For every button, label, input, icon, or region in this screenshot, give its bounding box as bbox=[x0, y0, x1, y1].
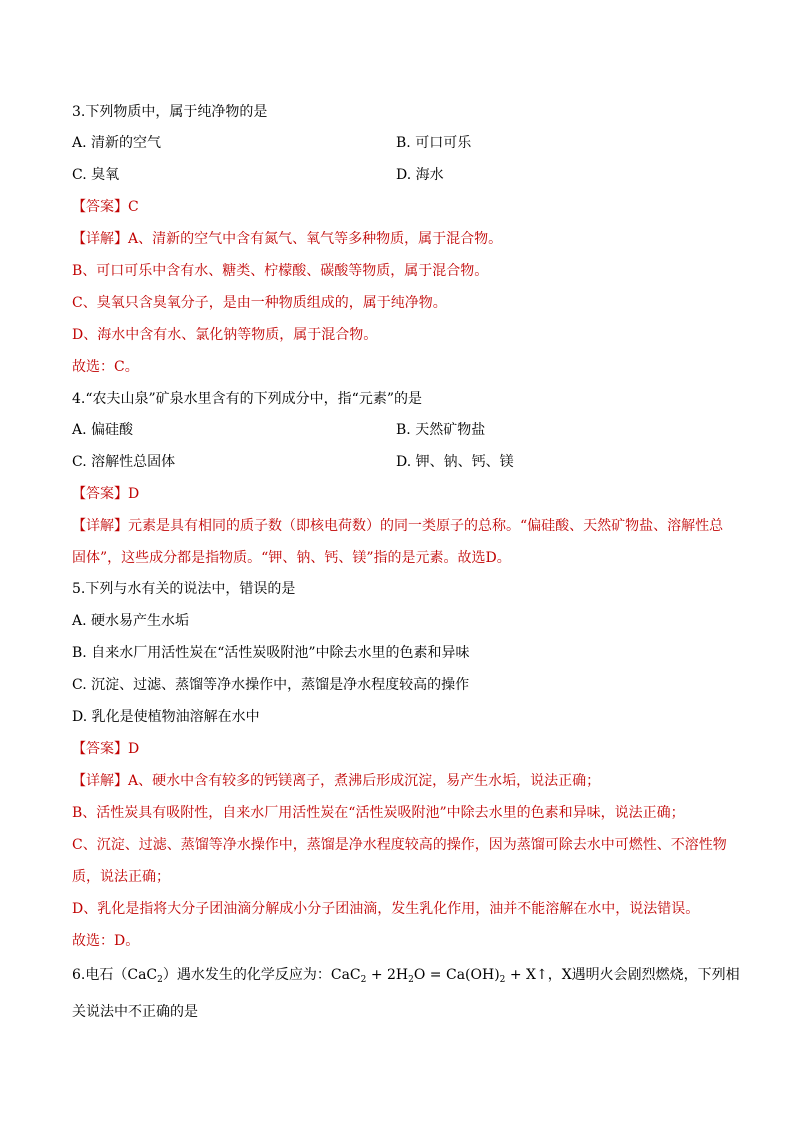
chemical-equation bbox=[331, 967, 548, 983]
q3-detail-4: D、海水中含有水、氯化钠等物质，属于混合物。 bbox=[72, 327, 378, 343]
q4-option-c: C. 溶解性总固体 bbox=[72, 454, 176, 470]
q6-stem-sub: 2 bbox=[157, 975, 163, 985]
answer-label: 【答案】 bbox=[72, 741, 128, 757]
eq-part: CaC bbox=[330, 967, 361, 983]
q4-option-d: D. 钾、钠、钙、镁 bbox=[396, 454, 514, 470]
q6-stem-suffix: ，X遇明火会剧烈燃烧，下列相 bbox=[547, 967, 740, 983]
q3-answer bbox=[72, 198, 139, 216]
q4-option-a: A. 偏硅酸 bbox=[72, 422, 134, 438]
eq-sub: 2 bbox=[360, 975, 367, 985]
q4-stem: 4.“农夫山泉”矿泉水里含有的下列成分中，指“元素”的是 bbox=[72, 391, 422, 407]
q3-option-c: C. 臭氧 bbox=[72, 167, 120, 183]
q3-option-a: A. 清新的空气 bbox=[72, 135, 162, 151]
eq-part: O = Ca(OH) bbox=[413, 967, 500, 983]
q3-option-b: B. 可口可乐 bbox=[396, 135, 472, 151]
q4-answer bbox=[72, 485, 139, 503]
q5-option-a: A. 硬水易产生水垢 bbox=[72, 613, 190, 629]
answer-value: D bbox=[128, 486, 140, 502]
q3-detail-3: C、臭氧只含臭氧分子，是由一种物质组成的，属于纯净物。 bbox=[72, 295, 447, 311]
answer-value: C bbox=[128, 199, 139, 215]
eq-part: + X↑ bbox=[505, 967, 548, 983]
q4-detail-1 bbox=[72, 517, 723, 535]
q5-detail-2: B、活性炭具有吸附性，自来水厂用活性炭在“活性炭吸附池”中除去水里的色素和异味，说法正确； bbox=[72, 805, 685, 821]
q5-answer bbox=[72, 740, 139, 758]
answer-label: 【答案】 bbox=[72, 199, 128, 215]
q3-detail-1 bbox=[72, 230, 502, 248]
q5-option-c: C. 沉淀、过滤、蒸馏等净水操作中，蒸馏是净水程度较高的操作 bbox=[72, 677, 470, 693]
detail-label: 【详解】 bbox=[72, 231, 128, 247]
q5-option-b: B. 自来水厂用活性炭在“活性炭吸附池”中除去水里的色素和异味 bbox=[72, 645, 470, 661]
q5-stem: 5.下列与水有关的说法中，错误的是 bbox=[72, 581, 296, 597]
q4-option-b: B. 天然矿物盐 bbox=[396, 422, 486, 438]
q5-detail-4: 质，说法正确； bbox=[72, 869, 170, 885]
detail-text: A、清新的空气中含有氮气、氧气等多种物质，属于混合物。 bbox=[128, 231, 503, 247]
q3-option-d: D. 海水 bbox=[396, 167, 444, 183]
detail-label: 【详解】 bbox=[72, 518, 128, 534]
q5-detail-1 bbox=[72, 772, 600, 790]
detail-text: A、硬水中含有较多的钙镁离子，煮沸后形成沉淀，易产生水垢，说法正确； bbox=[128, 773, 601, 789]
detail-label: 【详解】 bbox=[72, 773, 128, 789]
q5-detail-5: D、乳化是指将大分子团油滴分解成小分子团油滴，发生乳化作用，油并不能溶解在水中，说法错误。 bbox=[72, 901, 700, 917]
q6-stem-mid: ）遇水发生的化学反应为： bbox=[162, 967, 331, 983]
q6-stem-prefix: 6.电石（CaC bbox=[72, 967, 158, 983]
detail-text: 元素是具有相同的质子数（即核电荷数）的同一类原子的总称。“偏硅酸、天然矿物盐、溶解性总 bbox=[128, 518, 724, 534]
eq-sub: 2 bbox=[408, 975, 414, 985]
q5-option-d: D. 乳化是使植物油溶解在水中 bbox=[72, 709, 260, 725]
q6-stem bbox=[72, 966, 740, 989]
q3-stem: 3.下列物质中，属于纯净物的是 bbox=[72, 104, 268, 120]
q6-stem-line2: 关说法中不正确的是 bbox=[72, 1004, 198, 1020]
answer-label: 【答案】 bbox=[72, 486, 128, 502]
answer-value: D bbox=[128, 741, 140, 757]
eq-part: + 2H bbox=[366, 967, 409, 983]
q3-detail-5: 故选：C。 bbox=[72, 359, 139, 375]
q5-detail-6: 故选：D。 bbox=[72, 933, 140, 949]
q5-detail-3: C、沉淀、过滤、蒸馏等净水操作中，蒸馏是净水程度较高的操作，因为蒸馏可除去水中可燃性、不溶性物 bbox=[72, 837, 727, 853]
eq-sub: 2 bbox=[499, 975, 506, 985]
q4-detail-2: 固体”，这些成分都是指物质。“钾、钠、钙、镁”指的是元素。故选D。 bbox=[72, 550, 511, 566]
q3-detail-2: B、可口可乐中含有水、糖类、柠檬酸、碳酸等物质，属于混合物。 bbox=[72, 263, 489, 279]
